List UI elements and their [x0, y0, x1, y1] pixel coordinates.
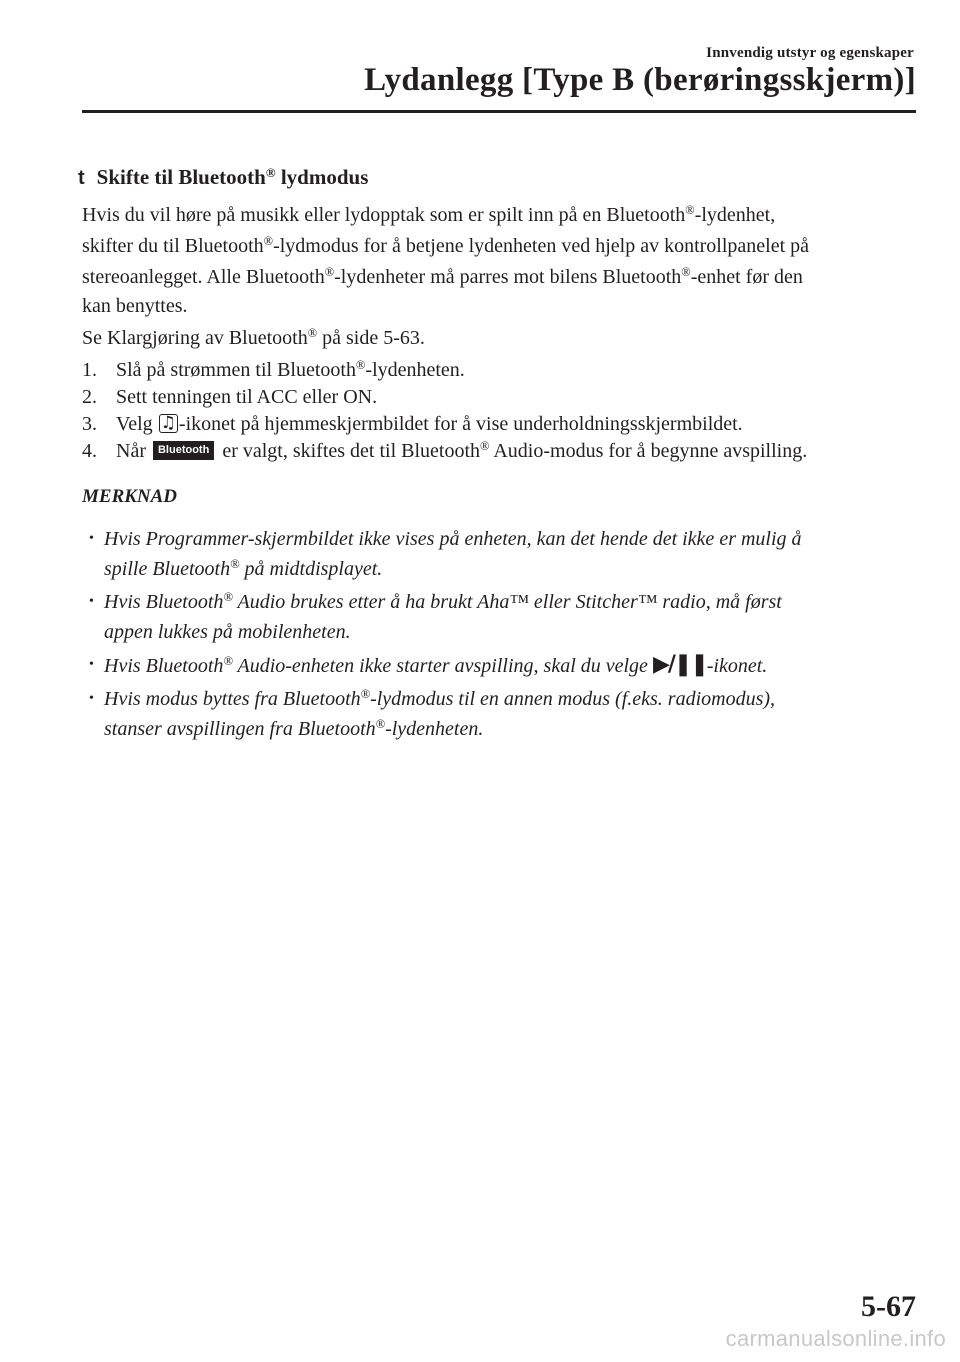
- page-number: 5-67: [861, 1290, 916, 1323]
- play-pause-icon: ▶/❚❚: [652, 652, 707, 677]
- header-rule: [82, 110, 916, 113]
- running-header-title: Lydanlegg [Type B (berøringsskjerm)]: [364, 62, 916, 98]
- list-item: 4. Når Bluetooth er valgt, skiftes det til Bluetooth® Audio-modus for å begynne avspilling.: [82, 439, 808, 462]
- running-header-subtitle: Innvendig utstyr og egenskaper: [706, 45, 914, 61]
- intro-paragraph: Hvis du vil høre på musikk eller lydopptak som er spilt inn på en Bluetooth®-lydenhet, skifter du til Bluetooth®-lydmodus for å betjene lydenheten ved hjelp av kontrollpanelet på stereoanlegget. Alle Bluetooth®-lydenheter må parres mot bilens Bluetooth®-enhet før den kan benyttes.: [82, 203, 810, 317]
- list-item: 2. Sett tenningen til ACC eller ON.: [82, 386, 378, 408]
- body-text: [82, 200, 922, 747]
- list-item: • Hvis modus byttes fra Bluetooth®-lydmodus til en annen modus (f.eks. radiomodus), stanser avspillingen fra Bluetooth®-lydenheten.: [89, 687, 776, 740]
- list-item: 3. Velg ♫ -ikonet på hjemmeskjermbildet for å vise underholdningsskjermbildet.: [82, 413, 743, 435]
- footer-watermark: carmanualsonline.info: [725, 1326, 946, 1351]
- music-note-icon: ♫: [160, 413, 176, 433]
- steps-list: [82, 357, 922, 464]
- bluetooth-button: Bluetooth: [153, 441, 214, 460]
- section-heading: [78, 165, 368, 190]
- list-item: 1. Slå på strømmen til Bluetooth®-lydenheten.: [82, 358, 465, 381]
- notes-list: [82, 524, 922, 744]
- section-heading-text: Skifte til Bluetooth: [96, 165, 266, 189]
- cross-reference: Se Klargjøring av Bluetooth® på side 5-63.: [82, 326, 425, 349]
- list-item: • Hvis Bluetooth® Audio-enheten ikke starter avspilling, skal du velge ▶/❚❚-ikonet.: [82, 650, 922, 681]
- section-marker: t: [78, 167, 85, 189]
- note-label: MERKNAD: [82, 486, 178, 507]
- list-item: • Hvis Programmer-skjermbildet ikke vises på enheten, kan det hende det ikke er mulig å spille Bluetooth® på midtdisplayet.: [89, 528, 802, 580]
- registered-mark: ®: [265, 164, 276, 180]
- list-item: • Hvis Bluetooth® Audio brukes etter å ha brukt Aha™ eller Stitcher™ radio, må først appen lukkes på mobilenheten.: [89, 590, 782, 643]
- section-heading-text-end: lydmodus: [275, 165, 369, 189]
